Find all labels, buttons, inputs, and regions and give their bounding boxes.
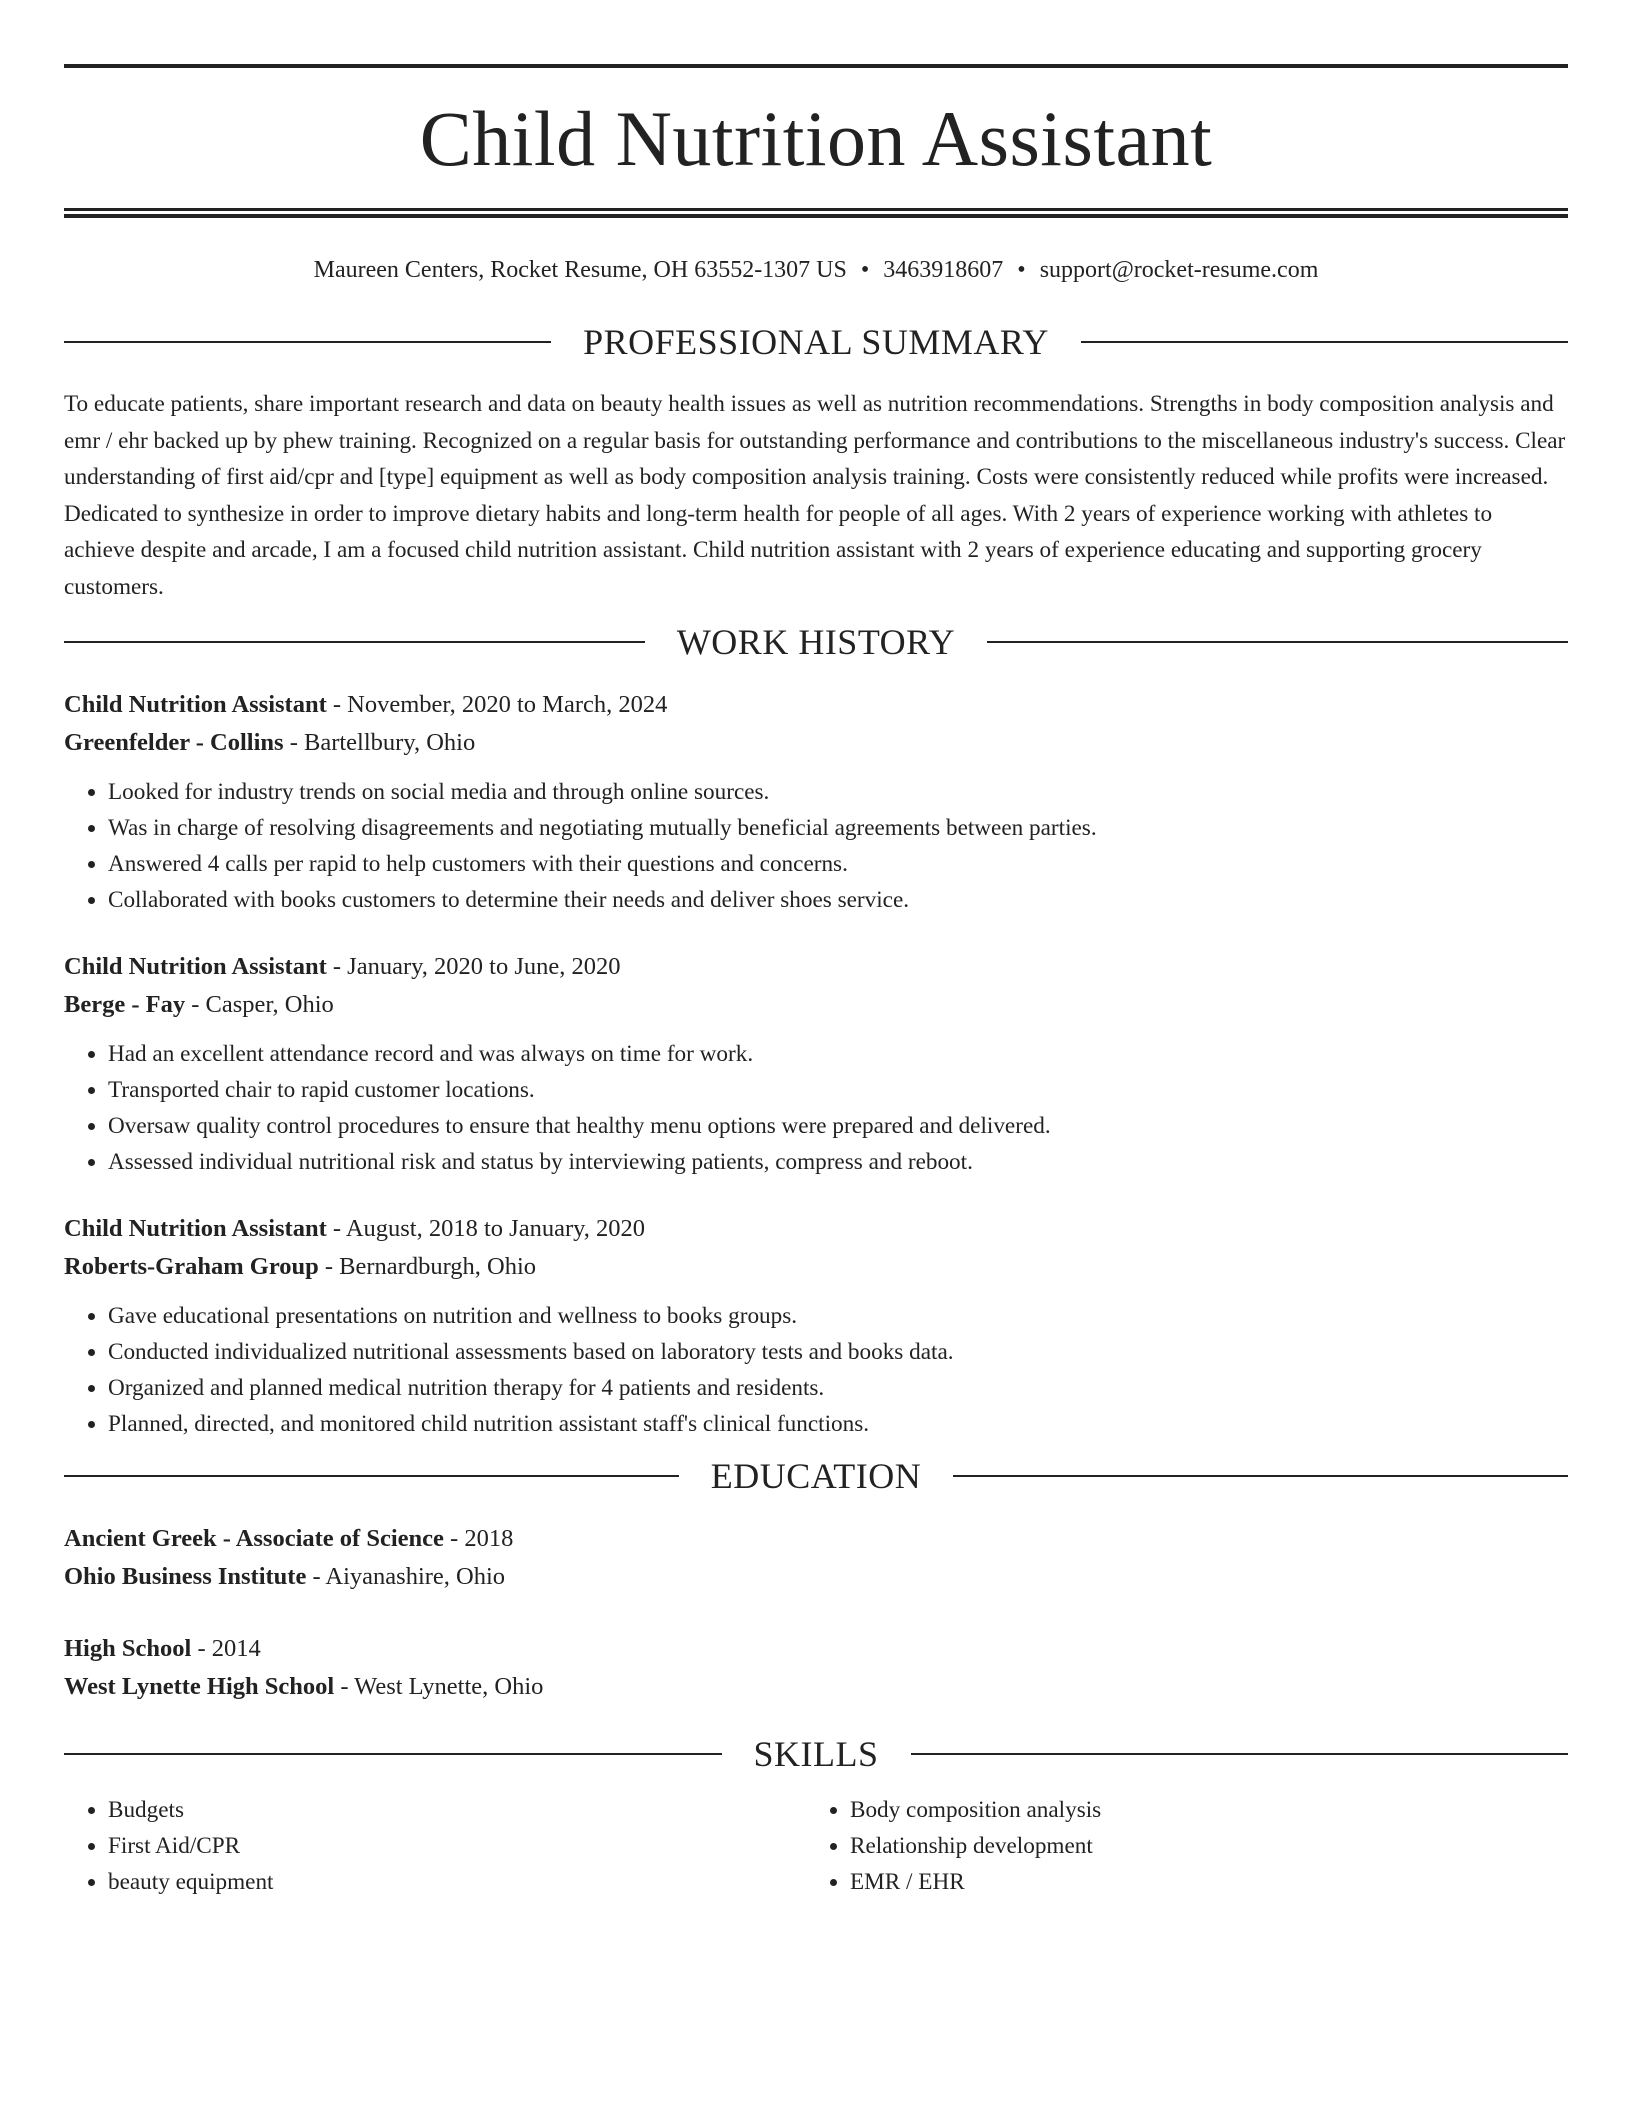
summary-heading: PROFESSIONAL SUMMARY <box>583 322 1049 362</box>
job-title-line <box>64 948 1568 986</box>
work-section-heading <box>64 621 1568 662</box>
top-rule <box>64 64 1568 68</box>
education-location: - West Lynette, Ohio <box>334 1672 544 1700</box>
job-title-line <box>64 686 1568 724</box>
resume-name: Child Nutrition Assistant <box>419 95 1213 182</box>
job-bullet: • Conducted individualized nutritional assessments based on laboratory tests and books data. <box>108 1334 1568 1370</box>
job-title: Child Nutrition Assistant <box>64 952 327 980</box>
summary-section-heading <box>64 324 1568 360</box>
skill-item: • Relationship development <box>850 1828 1548 1864</box>
work-heading: WORK HISTORY <box>676 621 956 662</box>
skill-item: • EMR / EHR <box>850 1864 1548 1900</box>
job-bullet: • Looked for industry trends on social media and through online sources. <box>108 774 1568 810</box>
job-title: Child Nutrition Assistant <box>64 690 327 718</box>
job-company: Berge - Fay <box>64 990 186 1018</box>
education-year: - 2014 <box>191 1634 261 1662</box>
job-dates: - November, 2020 to March, 2024 <box>326 690 668 718</box>
skill-item: • Body composition analysis <box>850 1792 1548 1828</box>
job-dates: - August, 2018 to January, 2020 <box>326 1214 646 1242</box>
education-school-line <box>64 1668 1568 1706</box>
job-dates: - January, 2020 to June, 2020 <box>326 952 621 980</box>
job-bullet: • Oversaw quality control procedures to ensure that healthy menu options were prepared and delivered. <box>108 1108 1568 1144</box>
job-bullet: • Planned, directed, and monitored child nutrition assistant staff's clinical functions. <box>108 1406 1568 1442</box>
contact-email: support@rocket-resume.com <box>1039 257 1319 283</box>
heading-rule-right <box>1081 341 1568 343</box>
summary-text: To educate patients, share important research and data on beauty health issues as well as nutrition recommendations. Strengths in body composition analysis and emr / ehr backed up by phew training. Recognized on a regular basis for outstanding performance and contributions to the miscellaneous industry's success. Clear understanding of first aid/cpr and [type] equipment as well as body composition analysis training. Costs were consistently reduced while profits were increased. Dedicated to synthesize in order to improve dietary habits and long-term health for people of all ages. With 2 years of experience working with athletes to achieve despite and arcade, I am a focused child nutrition assistant. Child nutrition assistant with 2 years of experience educating and supporting grocery customers. <box>64 391 1566 600</box>
heading-rule-left <box>64 641 645 643</box>
heading-rule-right <box>911 1753 1569 1755</box>
heading-rule-right <box>987 641 1568 643</box>
job-entry <box>64 1210 1568 1442</box>
job-bullet: • Had an excellent attendance record and was always on time for work. <box>108 1036 1568 1072</box>
job-entry <box>64 948 1568 1180</box>
job-bullet: • Gave educational presentations on nutrition and wellness to books groups. <box>108 1298 1568 1334</box>
skills-section-heading <box>64 1733 1568 1774</box>
job-location: - Bernardburgh, Ohio <box>318 1252 537 1280</box>
job-bullets <box>64 1036 1568 1180</box>
double-rule <box>64 208 1568 218</box>
education-year: - 2018 <box>443 1524 514 1552</box>
education-degree: Ancient Greek - Associate of Science <box>64 1524 444 1552</box>
education-section-heading <box>64 1455 1568 1496</box>
job-title: Child Nutrition Assistant <box>64 1214 327 1242</box>
education-entry <box>64 1520 1568 1596</box>
skill-item: • beauty equipment <box>108 1864 806 1900</box>
education-entry <box>64 1630 1568 1706</box>
job-company-line <box>64 1248 1568 1286</box>
education-degree-line <box>64 1520 1568 1558</box>
education-school-line <box>64 1558 1568 1596</box>
contact-line <box>64 258 1568 282</box>
education-school: Ohio Business Institute <box>64 1562 307 1590</box>
skills-grid <box>64 1792 1568 1900</box>
education-location: - Aiyanashire, Ohio <box>306 1562 506 1590</box>
job-location: - Bartellbury, Ohio <box>283 728 476 756</box>
education-school: West Lynette High School <box>64 1672 335 1700</box>
education-heading: EDUCATION <box>710 1455 922 1496</box>
contact-phone: 3463918607 <box>883 257 1004 283</box>
job-bullet: • Was in charge of resolving disagreements and negotiating mutually beneficial agreements between parties. <box>108 810 1568 846</box>
skill-item: • Budgets <box>108 1792 806 1828</box>
education-degree-line <box>64 1630 1568 1668</box>
job-bullet: • Collaborated with books customers to determine their needs and deliver shoes service. <box>108 882 1568 918</box>
job-title-line <box>64 1210 1568 1248</box>
skills-list-right <box>806 1792 1548 1900</box>
contact-separator: • <box>860 257 870 283</box>
job-company-line <box>64 986 1568 1024</box>
job-company: Greenfelder - Collins <box>64 728 284 756</box>
job-entry <box>64 686 1568 918</box>
job-location: - Casper, Ohio <box>185 990 334 1018</box>
skill-item: • First Aid/CPR <box>108 1828 806 1864</box>
job-bullets <box>64 1298 1568 1442</box>
job-bullet: • Answered 4 calls per rapid to help customers with their questions and concerns. <box>108 846 1568 882</box>
skills-list-left <box>64 1792 806 1900</box>
job-company-line <box>64 724 1568 762</box>
heading-rule-left <box>64 1753 722 1755</box>
education-degree: High School <box>64 1634 192 1662</box>
job-bullets <box>64 774 1568 918</box>
job-bullet: • Assessed individual nutritional risk and status by interviewing patients, compress and reboot. <box>108 1144 1568 1180</box>
job-company: Roberts-Graham Group <box>64 1252 319 1280</box>
heading-rule-left <box>64 341 551 343</box>
contact-separator: • <box>1017 257 1026 283</box>
job-bullet: • Organized and planned medical nutrition therapy for 4 patients and residents. <box>108 1370 1568 1406</box>
resume-page <box>64 64 1568 1900</box>
skills-heading: SKILLS <box>753 1733 879 1774</box>
heading-rule-right <box>953 1475 1568 1477</box>
job-bullet: • Transported chair to rapid customer locations. <box>108 1072 1568 1108</box>
heading-rule-left <box>64 1475 679 1477</box>
contact-address: Maureen Centers, Rocket Resume, OH 63552-1307 US <box>313 257 847 283</box>
